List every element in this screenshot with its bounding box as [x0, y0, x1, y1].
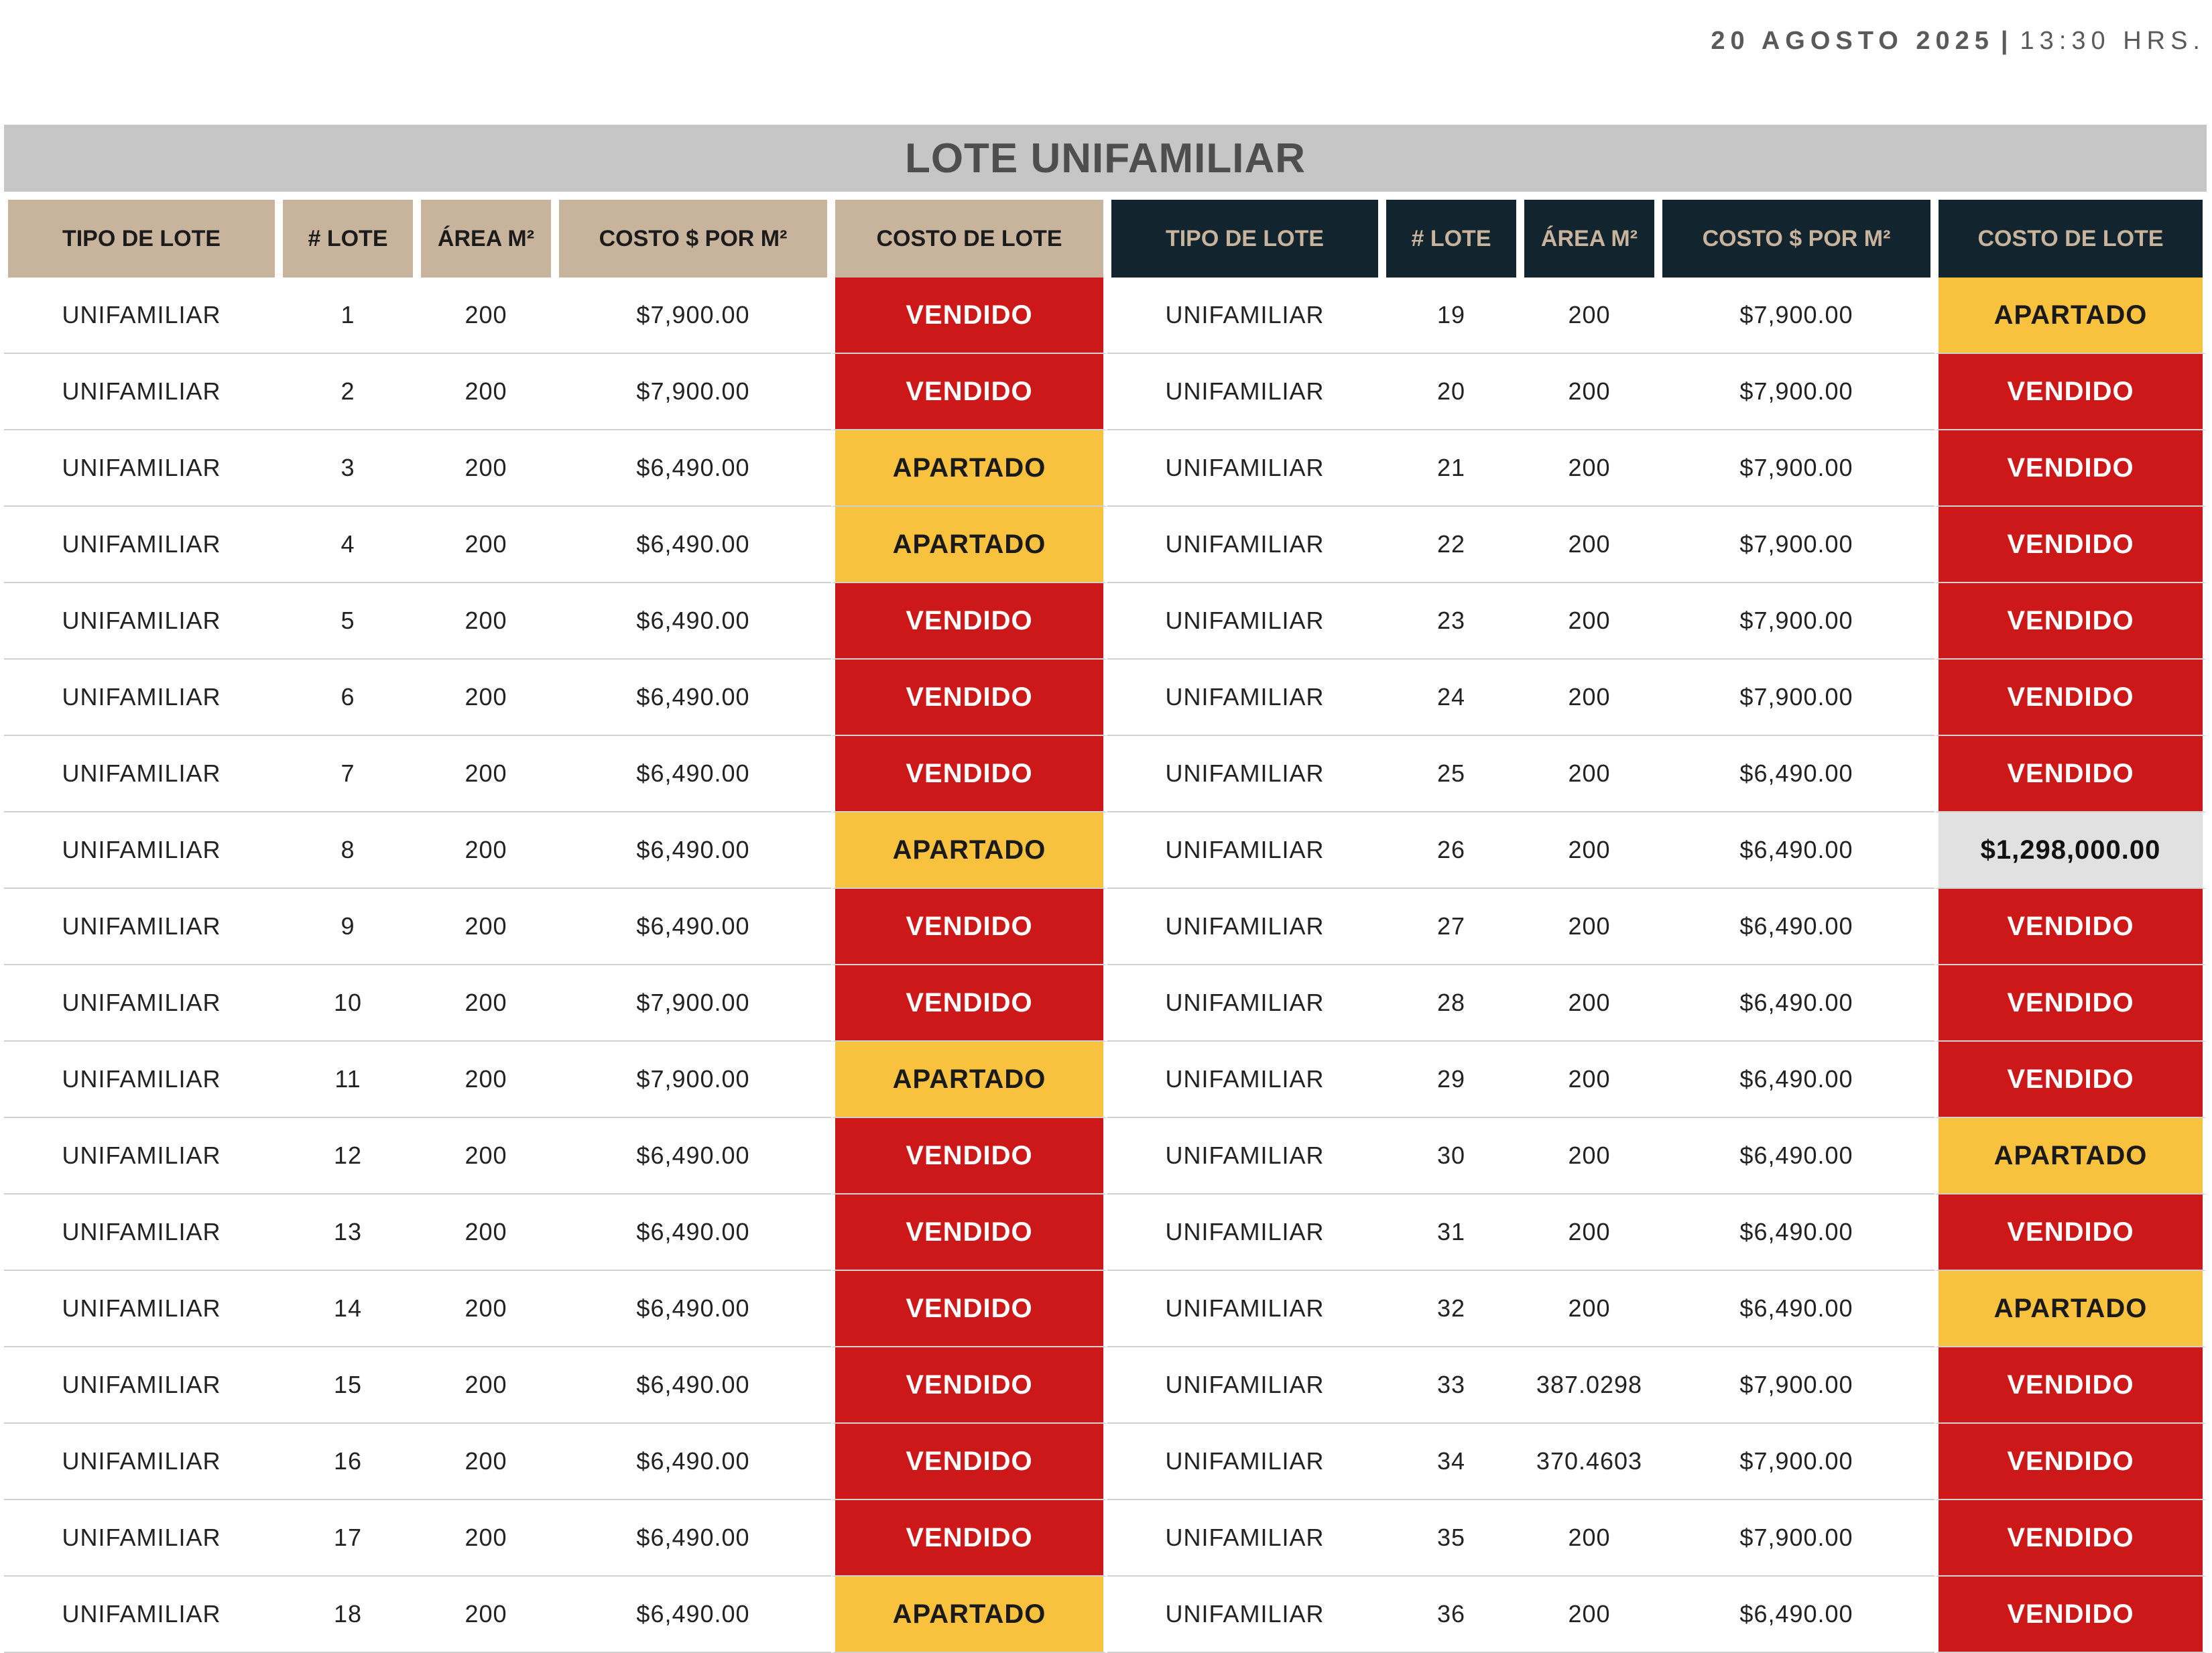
- status-badge-left: VENDIDO: [831, 1271, 1107, 1347]
- status-badge-right: APARTADO: [1934, 1271, 2207, 1347]
- cell-lote-right: 20: [1382, 354, 1520, 430]
- cell-tipo-left: UNIFAMILIAR: [4, 1195, 279, 1271]
- cell-tipo-right: UNIFAMILIAR: [1107, 812, 1382, 889]
- cell-area-right: 200: [1520, 430, 1658, 507]
- table-row: [4, 507, 2207, 583]
- cell-costo-m2-left: $6,490.00: [555, 1500, 831, 1577]
- cell-costo-m2-left: $7,900.00: [555, 278, 831, 354]
- cell-lote-left: 17: [279, 1500, 417, 1577]
- cell-tipo-left: UNIFAMILIAR: [4, 1500, 279, 1577]
- cell-tipo-right: UNIFAMILIAR: [1107, 430, 1382, 507]
- cell-tipo-right: UNIFAMILIAR: [1107, 583, 1382, 660]
- cell-tipo-left: UNIFAMILIAR: [4, 660, 279, 736]
- cell-costo-m2-left: $6,490.00: [555, 736, 831, 812]
- date-time-stamp: [1711, 27, 2205, 56]
- cell-area-right: 370.4603: [1520, 1424, 1658, 1500]
- cell-area-left: 200: [417, 1118, 555, 1195]
- status-badge-right: VENDIDO: [1934, 1042, 2207, 1118]
- cell-lote-left: 9: [279, 889, 417, 965]
- cell-area-right: 387.0298: [1520, 1347, 1658, 1424]
- cell-area-left: 200: [417, 812, 555, 889]
- cell-lote-right: 36: [1382, 1577, 1520, 1653]
- status-badge-right: VENDIDO: [1934, 507, 2207, 583]
- cell-costo-m2-right: $6,490.00: [1658, 965, 1934, 1042]
- cell-costo-m2-left: $6,490.00: [555, 1271, 831, 1347]
- status-badge-right: VENDIDO: [1934, 430, 2207, 507]
- cell-costo-m2-right: $6,490.00: [1658, 1577, 1934, 1653]
- cell-costo-m2-right: $6,490.00: [1658, 1195, 1934, 1271]
- cell-tipo-left: UNIFAMILIAR: [4, 965, 279, 1042]
- status-badge-left: APARTADO: [831, 812, 1107, 889]
- cell-tipo-right: UNIFAMILIAR: [1107, 889, 1382, 965]
- cell-tipo-left: UNIFAMILIAR: [4, 1271, 279, 1347]
- cell-lote-left: 2: [279, 354, 417, 430]
- header-costo-lote-left: COSTO DE LOTE: [831, 200, 1107, 278]
- cell-lote-right: 19: [1382, 278, 1520, 354]
- status-badge-left: VENDIDO: [831, 889, 1107, 965]
- table-row: [4, 1577, 2207, 1653]
- cell-lote-left: 4: [279, 507, 417, 583]
- cell-lote-left: 7: [279, 736, 417, 812]
- cell-tipo-right: UNIFAMILIAR: [1107, 1577, 1382, 1653]
- cell-costo-m2-right: $6,490.00: [1658, 812, 1934, 889]
- cell-tipo-left: UNIFAMILIAR: [4, 1577, 279, 1653]
- status-badge-left: VENDIDO: [831, 1195, 1107, 1271]
- cell-area-right: 200: [1520, 583, 1658, 660]
- cell-lote-right: 31: [1382, 1195, 1520, 1271]
- cell-lote-left: 16: [279, 1424, 417, 1500]
- cell-lote-left: 18: [279, 1577, 417, 1653]
- cell-lote-left: 13: [279, 1195, 417, 1271]
- cell-area-left: 200: [417, 889, 555, 965]
- cell-area-right: 200: [1520, 354, 1658, 430]
- cell-lote-right: 33: [1382, 1347, 1520, 1424]
- cell-area-left: 200: [417, 1577, 555, 1653]
- cell-area-left: 200: [417, 1347, 555, 1424]
- cell-costo-m2-left: $6,490.00: [555, 1424, 831, 1500]
- cell-tipo-right: UNIFAMILIAR: [1107, 1500, 1382, 1577]
- cell-area-right: 200: [1520, 1195, 1658, 1271]
- status-badge-left: APARTADO: [831, 507, 1107, 583]
- cell-lote-right: 26: [1382, 812, 1520, 889]
- cell-lote-right: 21: [1382, 430, 1520, 507]
- cell-area-right: 200: [1520, 889, 1658, 965]
- cell-area-left: 200: [417, 660, 555, 736]
- cell-costo-m2-left: $6,490.00: [555, 812, 831, 889]
- status-badge-right: VENDIDO: [1934, 965, 2207, 1042]
- cell-costo-m2-left: $6,490.00: [555, 1195, 831, 1271]
- status-badge-left: VENDIDO: [831, 660, 1107, 736]
- cell-tipo-left: UNIFAMILIAR: [4, 507, 279, 583]
- cell-costo-m2-left: $6,490.00: [555, 507, 831, 583]
- table-row: [4, 1042, 2207, 1118]
- status-badge-left: VENDIDO: [831, 1424, 1107, 1500]
- cell-lote-left: 6: [279, 660, 417, 736]
- cell-lote-left: 15: [279, 1347, 417, 1424]
- cell-area-left: 200: [417, 1271, 555, 1347]
- header-area-right: ÁREA M²: [1520, 200, 1658, 278]
- cell-area-left: 200: [417, 736, 555, 812]
- header-lote-left: # LOTE: [279, 200, 417, 278]
- cell-tipo-right: UNIFAMILIAR: [1107, 1118, 1382, 1195]
- lot-table: [4, 200, 2207, 1653]
- cell-tipo-right: UNIFAMILIAR: [1107, 278, 1382, 354]
- table-row: [4, 1118, 2207, 1195]
- cell-costo-m2-right: $6,490.00: [1658, 1042, 1934, 1118]
- cell-costo-m2-left: $6,490.00: [555, 660, 831, 736]
- cell-area-left: 200: [417, 1424, 555, 1500]
- header-costo-m2-left: COSTO $ POR M²: [555, 200, 831, 278]
- status-badge-right: VENDIDO: [1934, 1195, 2207, 1271]
- cell-tipo-right: UNIFAMILIAR: [1107, 1195, 1382, 1271]
- status-badge-left: VENDIDO: [831, 1347, 1107, 1424]
- status-badge-right: VENDIDO: [1934, 1500, 2207, 1577]
- cell-tipo-left: UNIFAMILIAR: [4, 736, 279, 812]
- cell-tipo-left: UNIFAMILIAR: [4, 1042, 279, 1118]
- status-badge-left: VENDIDO: [831, 354, 1107, 430]
- status-badge-right: VENDIDO: [1934, 583, 2207, 660]
- status-badge-left: VENDIDO: [831, 1500, 1107, 1577]
- table-row: [4, 889, 2207, 965]
- cell-tipo-right: UNIFAMILIAR: [1107, 1271, 1382, 1347]
- cell-area-right: 200: [1520, 507, 1658, 583]
- table-row: [4, 736, 2207, 812]
- cell-lote-right: 35: [1382, 1500, 1520, 1577]
- cell-area-left: 200: [417, 354, 555, 430]
- cell-area-right: 200: [1520, 1042, 1658, 1118]
- cell-costo-m2-right: $7,900.00: [1658, 507, 1934, 583]
- cell-tipo-right: UNIFAMILIAR: [1107, 354, 1382, 430]
- cell-area-right: 200: [1520, 660, 1658, 736]
- cell-area-left: 200: [417, 583, 555, 660]
- cell-tipo-left: UNIFAMILIAR: [4, 1424, 279, 1500]
- table-row: [4, 1500, 2207, 1577]
- cell-area-right: 200: [1520, 965, 1658, 1042]
- cell-costo-m2-left: $7,900.00: [555, 1042, 831, 1118]
- status-badge-left: VENDIDO: [831, 1118, 1107, 1195]
- status-badge-right: $1,298,000.00: [1934, 812, 2207, 889]
- status-badge-right: VENDIDO: [1934, 1347, 2207, 1424]
- cell-area-left: 200: [417, 430, 555, 507]
- cell-tipo-right: UNIFAMILIAR: [1107, 507, 1382, 583]
- status-badge-left: VENDIDO: [831, 736, 1107, 812]
- status-badge-right: VENDIDO: [1934, 354, 2207, 430]
- status-badge-right: APARTADO: [1934, 1118, 2207, 1195]
- cell-costo-m2-right: $7,900.00: [1658, 583, 1934, 660]
- header-tipo-left: TIPO DE LOTE: [4, 200, 279, 278]
- status-badge-left: VENDIDO: [831, 965, 1107, 1042]
- cell-lote-left: 11: [279, 1042, 417, 1118]
- cell-costo-m2-right: $6,490.00: [1658, 889, 1934, 965]
- cell-tipo-right: UNIFAMILIAR: [1107, 965, 1382, 1042]
- header-tipo-right: TIPO DE LOTE: [1107, 200, 1382, 278]
- table-row: [4, 1347, 2207, 1424]
- status-badge-right: VENDIDO: [1934, 736, 2207, 812]
- cell-lote-right: 28: [1382, 965, 1520, 1042]
- cell-tipo-left: UNIFAMILIAR: [4, 278, 279, 354]
- cell-area-left: 200: [417, 1500, 555, 1577]
- cell-lote-left: 8: [279, 812, 417, 889]
- table-row: [4, 1195, 2207, 1271]
- time-label: 13:30 HRS.: [2020, 27, 2205, 55]
- cell-costo-m2-right: $7,900.00: [1658, 1500, 1934, 1577]
- cell-costo-m2-right: $7,900.00: [1658, 278, 1934, 354]
- cell-tipo-left: UNIFAMILIAR: [4, 430, 279, 507]
- status-badge-left: APARTADO: [831, 1042, 1107, 1118]
- cell-tipo-left: UNIFAMILIAR: [4, 812, 279, 889]
- cell-lote-left: 5: [279, 583, 417, 660]
- cell-lote-right: 22: [1382, 507, 1520, 583]
- date-label: 20 AGOSTO 2025: [1711, 27, 1994, 55]
- cell-lote-left: 12: [279, 1118, 417, 1195]
- status-badge-left: VENDIDO: [831, 278, 1107, 354]
- table-row: [4, 1424, 2207, 1500]
- table-body: [4, 278, 2207, 1653]
- cell-costo-m2-right: $7,900.00: [1658, 1424, 1934, 1500]
- cell-tipo-left: UNIFAMILIAR: [4, 1347, 279, 1424]
- cell-area-left: 200: [417, 1042, 555, 1118]
- cell-tipo-left: UNIFAMILIAR: [4, 354, 279, 430]
- cell-area-right: 200: [1520, 1118, 1658, 1195]
- cell-area-left: 200: [417, 1195, 555, 1271]
- table-row: [4, 965, 2207, 1042]
- cell-tipo-left: UNIFAMILIAR: [4, 583, 279, 660]
- header-costo-m2-right: COSTO $ POR M²: [1658, 200, 1934, 278]
- table-header-row: [4, 200, 2207, 278]
- cell-costo-m2-left: $6,490.00: [555, 583, 831, 660]
- header-costo-lote-right: COSTO DE LOTE: [1934, 200, 2207, 278]
- table-row: [4, 812, 2207, 889]
- status-badge-right: APARTADO: [1934, 278, 2207, 354]
- cell-tipo-right: UNIFAMILIAR: [1107, 1347, 1382, 1424]
- cell-tipo-left: UNIFAMILIAR: [4, 889, 279, 965]
- cell-area-right: 200: [1520, 812, 1658, 889]
- table-row: [4, 583, 2207, 660]
- cell-lote-left: 3: [279, 430, 417, 507]
- header-lote-right: # LOTE: [1382, 200, 1520, 278]
- table-row: [4, 278, 2207, 354]
- cell-costo-m2-left: $6,490.00: [555, 1577, 831, 1653]
- cell-costo-m2-left: $6,490.00: [555, 1347, 831, 1424]
- status-badge-right: VENDIDO: [1934, 660, 2207, 736]
- table-row: [4, 354, 2207, 430]
- header-area-left: ÁREA M²: [417, 200, 555, 278]
- cell-tipo-right: UNIFAMILIAR: [1107, 736, 1382, 812]
- cell-costo-m2-left: $6,490.00: [555, 430, 831, 507]
- cell-costo-m2-left: $7,900.00: [555, 354, 831, 430]
- table-row: [4, 1271, 2207, 1347]
- cell-costo-m2-left: $6,490.00: [555, 889, 831, 965]
- cell-area-right: 200: [1520, 278, 1658, 354]
- cell-costo-m2-left: $6,490.00: [555, 1118, 831, 1195]
- cell-area-right: 200: [1520, 1271, 1658, 1347]
- table-row: [4, 430, 2207, 507]
- status-badge-right: VENDIDO: [1934, 1577, 2207, 1653]
- table-row: [4, 660, 2207, 736]
- cell-lote-right: 27: [1382, 889, 1520, 965]
- status-badge-left: APARTADO: [831, 1577, 1107, 1653]
- cell-tipo-right: UNIFAMILIAR: [1107, 1042, 1382, 1118]
- status-badge-right: VENDIDO: [1934, 889, 2207, 965]
- status-badge-right: VENDIDO: [1934, 1424, 2207, 1500]
- date-separator: |: [2000, 27, 2014, 55]
- cell-lote-left: 14: [279, 1271, 417, 1347]
- cell-area-right: 200: [1520, 1577, 1658, 1653]
- cell-area-right: 200: [1520, 1500, 1658, 1577]
- cell-costo-m2-right: $7,900.00: [1658, 354, 1934, 430]
- status-badge-left: VENDIDO: [831, 583, 1107, 660]
- cell-lote-right: 34: [1382, 1424, 1520, 1500]
- cell-tipo-left: UNIFAMILIAR: [4, 1118, 279, 1195]
- cell-costo-m2-right: $7,900.00: [1658, 660, 1934, 736]
- cell-tipo-right: UNIFAMILIAR: [1107, 660, 1382, 736]
- table-title: LOTE UNIFAMILIAR: [4, 125, 2207, 192]
- cell-lote-left: 1: [279, 278, 417, 354]
- cell-lote-right: 32: [1382, 1271, 1520, 1347]
- cell-costo-m2-right: $7,900.00: [1658, 430, 1934, 507]
- cell-costo-m2-right: $7,900.00: [1658, 1347, 1934, 1424]
- status-badge-left: APARTADO: [831, 430, 1107, 507]
- cell-costo-m2-right: $6,490.00: [1658, 1118, 1934, 1195]
- cell-costo-m2-right: $6,490.00: [1658, 736, 1934, 812]
- cell-lote-right: 24: [1382, 660, 1520, 736]
- cell-lote-right: 29: [1382, 1042, 1520, 1118]
- cell-area-right: 200: [1520, 736, 1658, 812]
- cell-area-left: 200: [417, 965, 555, 1042]
- cell-lote-right: 30: [1382, 1118, 1520, 1195]
- cell-tipo-right: UNIFAMILIAR: [1107, 1424, 1382, 1500]
- cell-lote-right: 25: [1382, 736, 1520, 812]
- cell-lote-left: 10: [279, 965, 417, 1042]
- cell-area-left: 200: [417, 507, 555, 583]
- cell-area-left: 200: [417, 278, 555, 354]
- cell-lote-right: 23: [1382, 583, 1520, 660]
- cell-costo-m2-right: $6,490.00: [1658, 1271, 1934, 1347]
- cell-costo-m2-left: $7,900.00: [555, 965, 831, 1042]
